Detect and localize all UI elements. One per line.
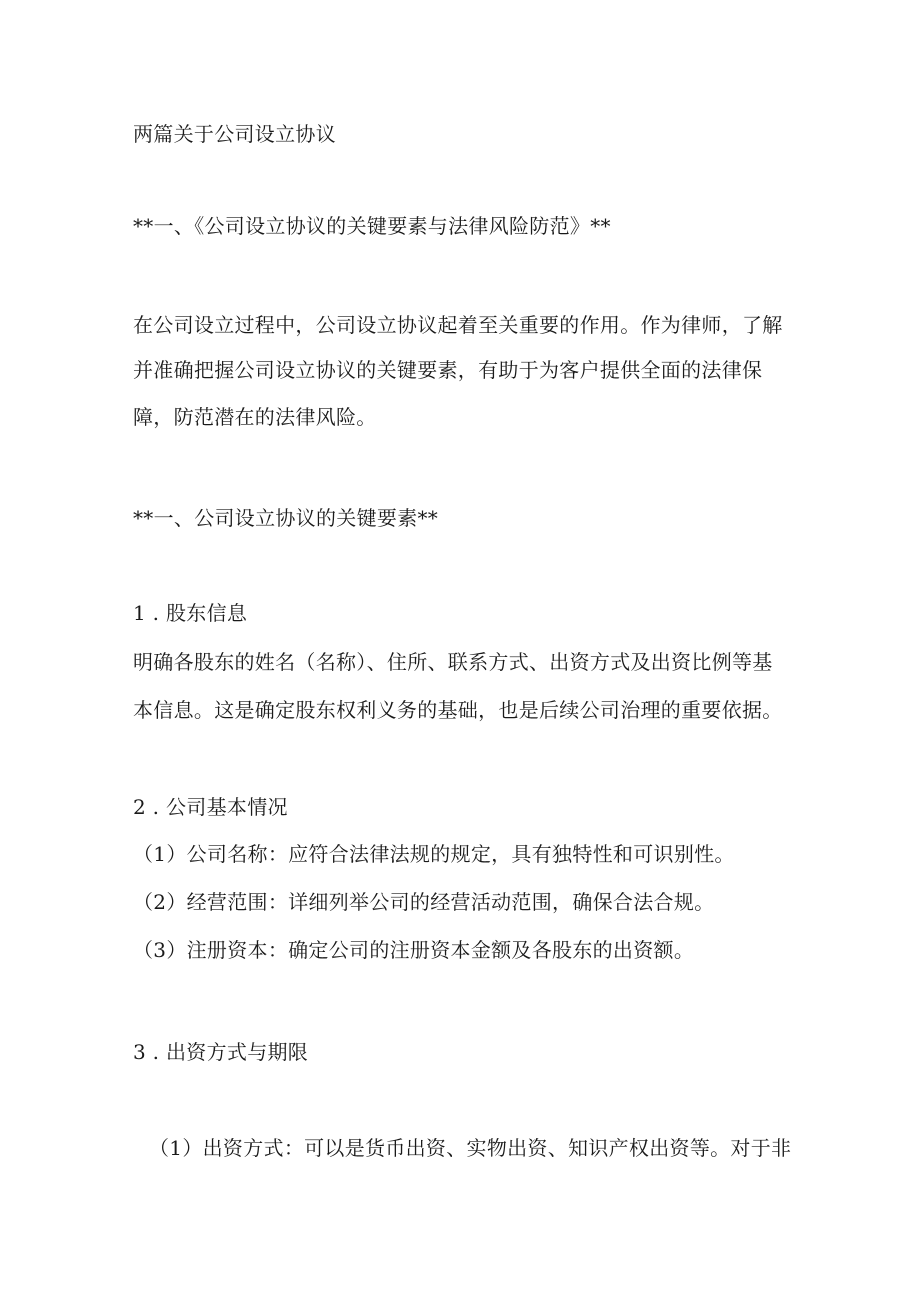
item2-sub-2: （2）经营范围：详细列举公司的经营活动范围，确保合法合规。 — [133, 890, 715, 914]
intro-line-3: 障，防范潜在的法律风险。 — [133, 405, 377, 429]
article-heading: **一、《公司设立协议的关键要素与法律风险防范》** — [133, 214, 611, 238]
item1-heading: 1 . 股东信息 — [133, 601, 248, 625]
item2-heading: 2 . 公司基本情况 — [133, 795, 288, 819]
item2-sub-3: （3）注册资本：确定公司的注册资本金额及各股东的出资额。 — [133, 938, 695, 962]
document-title: 两篇关于公司设立协议 — [133, 122, 336, 146]
item3-heading: 3 . 出资方式与期限 — [133, 1040, 309, 1064]
intro-line-2: 并准确把握公司设立协议的关键要素，有助于为客户提供全面的法律保 — [133, 358, 763, 382]
item1-body-line-2: 本信息。这是确定股东权利义务的基础，也是后续公司治理的重要依据。 — [133, 698, 783, 722]
item1-body-line-1: 明确各股东的姓名（名称）、住所、联系方式、出资方式及出资比例等基 — [133, 650, 773, 674]
section-heading: **一、公司设立协议的关键要素** — [133, 506, 439, 530]
item2-sub-1: （1）公司名称：应符合法律法规的规定，具有独特性和可识别性。 — [133, 842, 735, 866]
item3-sub-1: （1）出资方式：可以是货币出资、实物出资、知识产权出资等。对于非 — [149, 1136, 792, 1160]
intro-line-1: 在公司设立过程中，公司设立协议起着至关重要的作用。作为律师，了解 — [133, 313, 783, 337]
